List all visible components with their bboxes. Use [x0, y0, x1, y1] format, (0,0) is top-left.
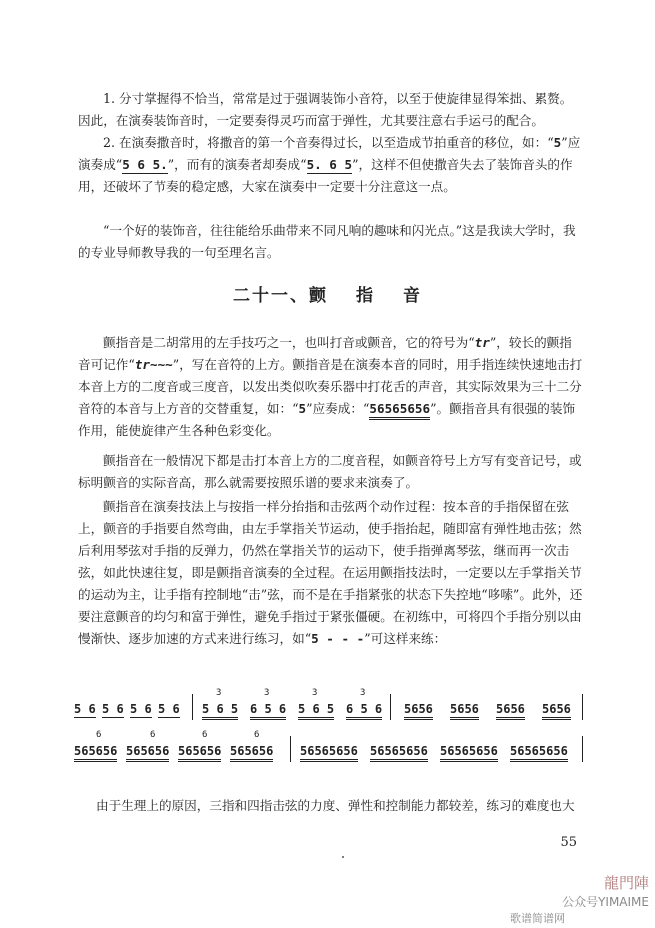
watermark-line-1: 公众号YIMAIME	[562, 895, 649, 909]
notation-r2-g1-n3: 565656	[178, 744, 221, 762]
trill-long-symbol: tr~~~	[134, 357, 173, 372]
barline	[582, 736, 583, 762]
barline	[582, 694, 583, 720]
paragraph-6-text-a: 颤指音在演奏技法上与按指一样分抬指和击弦两个动作过程：按本音的手指保留在弦上，颤音的手指要自然弯曲，由左手掌指关节运动，使手指抬起，随即富有弹性地击弦；然后利用琴弦对手指的反弹力，仍然在掌指关节的运动下，使手指弹离琴弦，继而再一次击弦，如此快速往复，即是颤指音演奏的全过程。在运用颤指技法时，一定要以左手掌指关节的运动为主，让手指有控制地“击”弦，而不是在手指紧张的状态下失控地“哆嗦”。此外，还要注意颤音的均匀和富于弹性，避免手指过于紧张僵硬。在初练中，可将四个手指分别以由慢渐快、逐步加速的方式来进行练习，如“	[78, 499, 583, 646]
triplet-mark: 3	[312, 688, 318, 698]
notation-r2-g1-n1: 565656	[74, 744, 117, 762]
notation-r2-g1-n4: 565656	[230, 744, 273, 762]
triplet-mark: 3	[360, 688, 366, 698]
triplet-mark: 3	[216, 688, 222, 698]
paragraph-4-text-d: ”应奏成：“	[306, 401, 370, 416]
paragraph-6	[78, 496, 583, 650]
paragraph-1	[78, 88, 583, 132]
watermark-logo: 龍門陣	[603, 874, 649, 892]
watermark-line-2: 歌谱简谱网	[510, 912, 565, 925]
paragraph-3-text: “一个好的装饰音，往往能给乐曲带来不同凡响的趣味和闪光点。”这是我读大学时，我的专业导师教导我的一句至理名言。	[78, 223, 576, 260]
section-title-part-3: 音	[403, 286, 422, 306]
notation-r1-g2-n4: 6 5 6	[346, 702, 382, 720]
notation-r1-g3-n4: 5656	[542, 702, 571, 720]
notation-r1-g2-n3: 5 6 5	[298, 702, 334, 720]
section-title	[0, 281, 655, 306]
paragraph-2-text-c: ”，而有的演奏者却奏成“	[167, 157, 307, 172]
notation-r1-g1-n1: 5 6	[74, 702, 96, 716]
paragraph-4-text-a: 颤指音是二胡常用的左手技巧之一，也叫打音或颤音，它的符号为“	[103, 335, 475, 350]
notation-r1-g1-n2: 5 6	[102, 702, 124, 716]
paragraph-4-text-b: ”，较长的颤指音可记作“	[78, 335, 572, 372]
notation-r1-g3-n1: 5656	[404, 702, 433, 720]
notation-inline-6: 5 - - -	[311, 631, 365, 646]
notation-r1-g1-n4: 5 6	[158, 702, 180, 716]
notation-r1-g1-n3: 5 6	[130, 702, 152, 716]
notation-inline-4: 5	[298, 401, 307, 416]
paragraph-7	[96, 795, 586, 817]
trill-symbol: tr	[474, 335, 490, 350]
paragraph-4-text-e: ”。颤指音具有很强的装饰作用，能使旋律产生各种色彩变化。	[78, 401, 576, 438]
notation-row-2	[74, 732, 584, 772]
paragraph-3	[78, 220, 583, 264]
barline	[290, 736, 291, 762]
sextuplet-mark: 6	[150, 730, 156, 740]
sextuplet-mark: 6	[96, 730, 102, 740]
sextuplet-mark: 6	[202, 730, 208, 740]
notation-r2-g2-n4: 56565656	[510, 744, 568, 762]
paragraph-5-text: 颤指音在一般情况下都是击打本音上方的二度音程，如颤音符号上方写有变音记号，或标明颤音的实际音高，那么就需要按照乐谱的要求来演奏了。	[78, 453, 582, 490]
notation-inline-2: 5 6 5.	[122, 157, 168, 172]
sextuplet-mark: 6	[254, 730, 260, 740]
notation-inline-3: 5. 6 5	[306, 157, 353, 172]
section-title-part-2: 指	[356, 286, 375, 306]
notation-r2-g2-n1: 56565656	[300, 744, 358, 762]
barline	[192, 694, 193, 720]
notation-inline-1: 5	[553, 135, 562, 150]
notation-r2-g1-n2: 565656	[126, 744, 169, 762]
paragraph-4	[78, 332, 583, 442]
page-number: 55	[560, 835, 577, 850]
section-title-part-1: 二十一、颤	[233, 286, 328, 306]
notation-r1-g2-n2: 6 5 6	[250, 702, 286, 720]
triplet-mark: 3	[264, 688, 270, 698]
notation-inline-5: 56565656	[369, 401, 430, 420]
paragraph-6-text-b: ”可这样来练：	[364, 631, 447, 646]
notation-r2-g2-n2: 56565656	[370, 744, 428, 762]
notation-r1-g3-n2: 5656	[450, 702, 479, 720]
paragraph-2-text-d: ”，这样不但使撒音失去了装饰音头的作用，还破坏了节奏的稳定感，大家在演奏中一定要十分注意这一点。	[78, 157, 573, 194]
paragraph-5	[78, 450, 583, 494]
paragraph-1-text: 1. 分寸掌握得不恰当，常常是过于强调装饰小音符，以至于使旋律显得笨拙、累赘。因此，在演奏装饰音时，一定要奏得灵巧而富于弹性，尤其要注意右手运弓的配合。	[78, 91, 573, 128]
notation-r1-g2-n1: 5 6 5	[202, 702, 238, 720]
paragraph-2-text-a: 2. 在演奏撒音时，将撒音的第一个音奏得过长，以至造成节拍重音的移位，如：“	[103, 135, 554, 150]
paragraph-4-text-c: ”，写在音符的上方。颤指音是在演奏本音的同时，用手指连续快速地击打本音上方的二度音或三度音，以发出类似吹奏乐器中打花舌的声音，其实际效果为三十二分音符的本音与上方音的交替重复，如：“	[78, 357, 583, 416]
paragraph-2	[78, 132, 583, 198]
paragraph-2-text-b: ”应演奏成“	[78, 135, 581, 172]
barline	[390, 694, 391, 720]
stray-dot	[342, 856, 344, 858]
notation-r2-g2-n3: 56565656	[440, 744, 498, 762]
notation-r1-g3-n3: 5656	[496, 702, 525, 720]
notation-row-1	[74, 690, 584, 730]
paragraph-7-text: 由于生理上的原因，三指和四指击弦的力度、弹性和控制能力都较差，练习的难度也大	[96, 798, 575, 813]
